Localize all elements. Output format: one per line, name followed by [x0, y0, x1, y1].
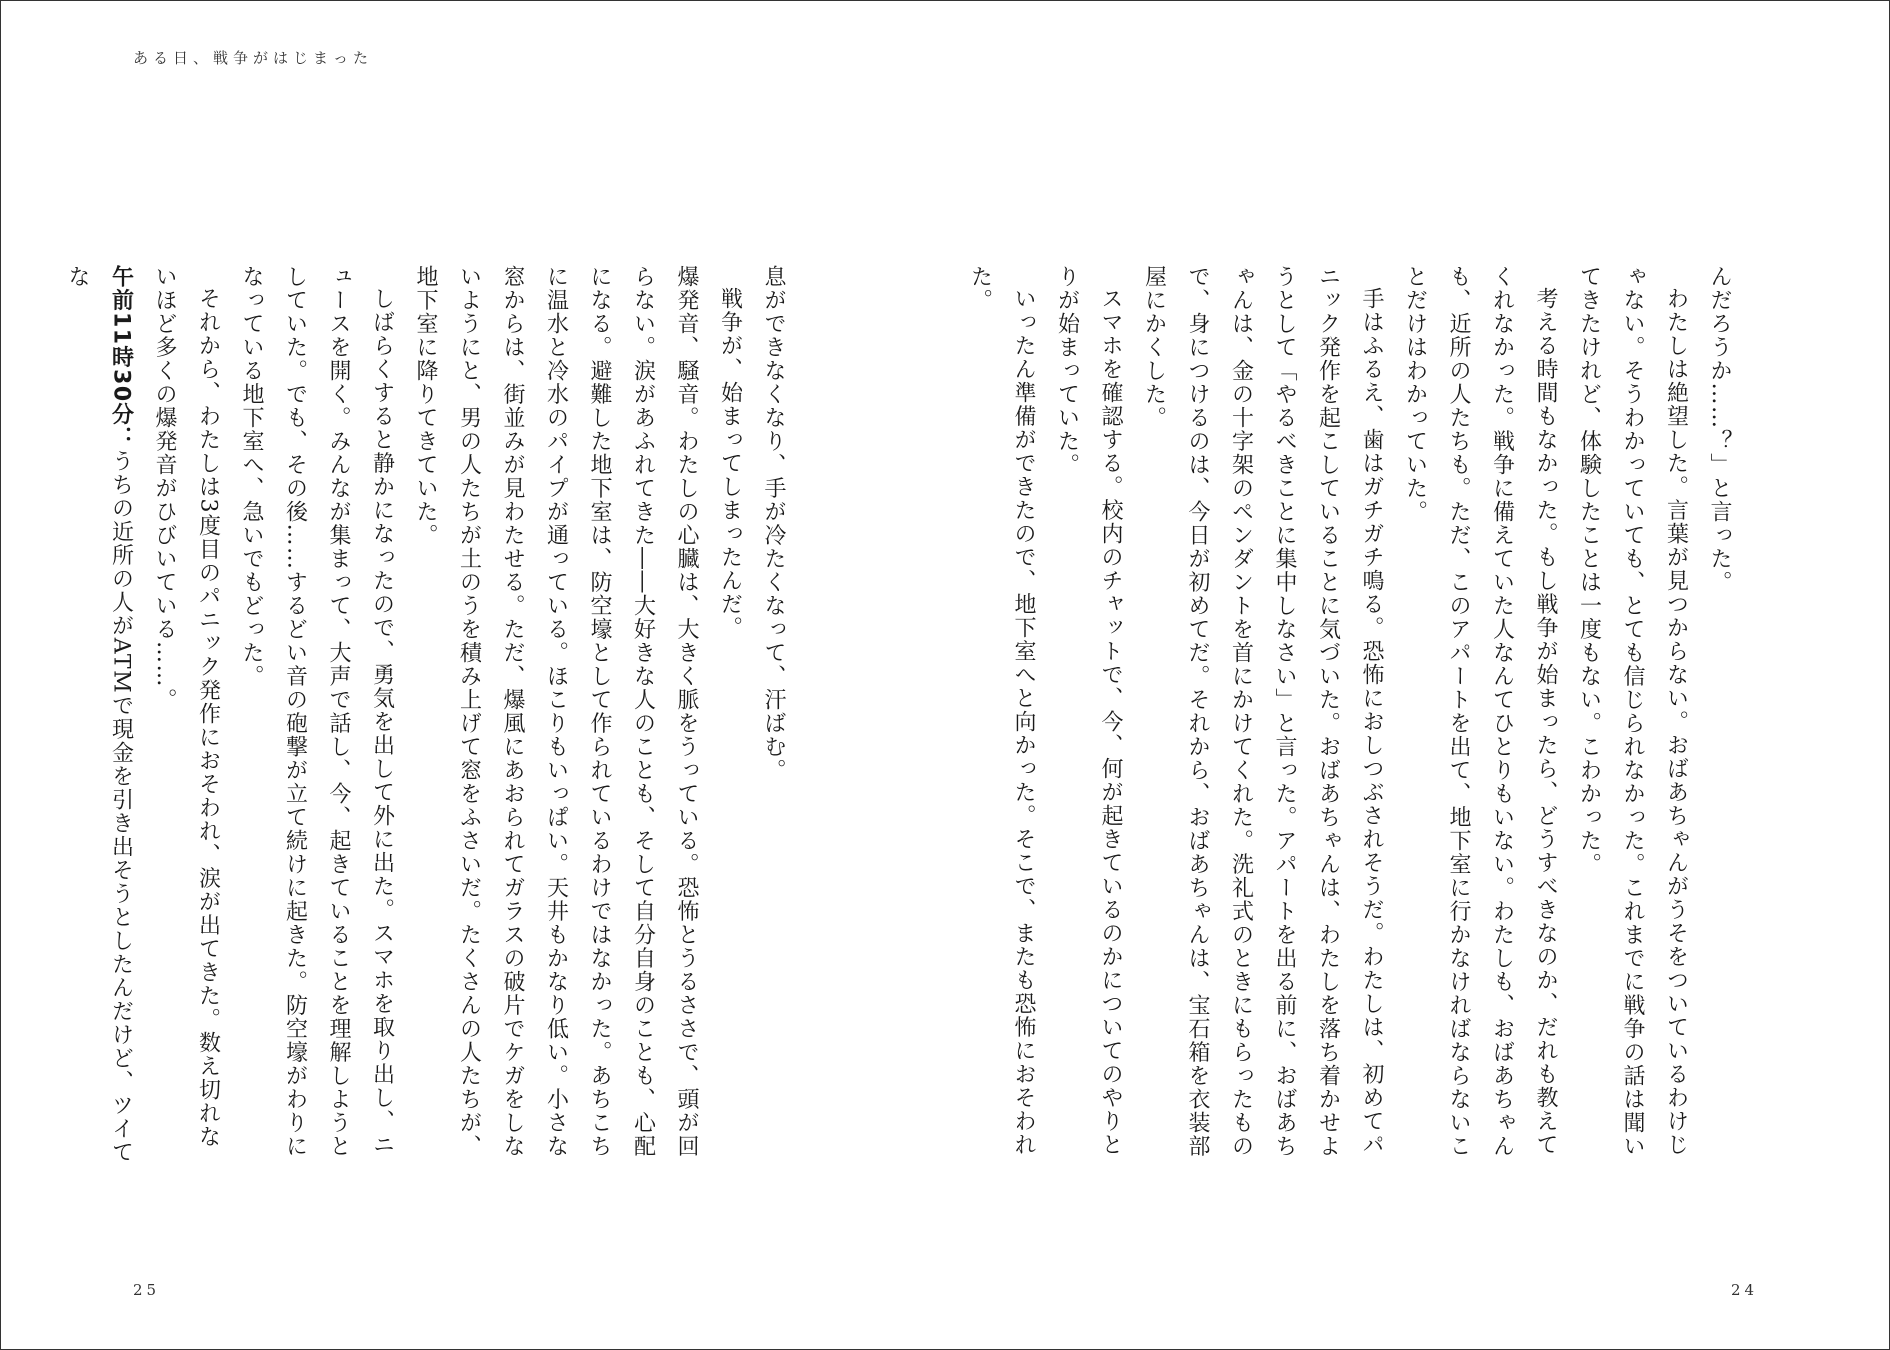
- page-25-text: [65, 265, 795, 1165]
- running-head: ある日、戦争がはじまった: [133, 49, 374, 67]
- page-24-text: [967, 265, 1741, 1165]
- paragraph: 考える時間もなかった。もし戦争が始まったら、どうすべきなのか、だれも教えてくれなかった。戦争に備えていた人なんてひとりもいない。わたしも、おばあちゃんも、近所の人たちも。ただ、このアパートを出て、地下室に行かなければならないことだけはわかっていた。: [1402, 265, 1558, 1158]
- paragraph: 手はふるえ、歯はガチガチ鳴る。恐怖におしつぶされそうだ。わたしは、初めてパニック発作を起こしていることに気づいた。おばあちゃんは、わたしを落ち着かせようとして「やるべきことに集中しなさい」と言った。アパートを出る前に、おばあちゃんは、金の十字架のペンダントを首にかけてくれた。洗礼式のときにもらったもので、身につけるのは、今日が初めてだ。それから、おばあちゃんは、宝石箱を衣装部屋にかくした。: [1141, 265, 1384, 1158]
- page-number-left: 25: [133, 1281, 161, 1299]
- paragraph: 爆発音、騒音。わたしの心臓は、大きく脈をうっている。恐怖とうるささで、頭が回らない。涙があふれてきた――大好きな人のことも、そして自分自身のことも、心配になる。避難した地下室は、防空壕として作られているわけではなかった。あちこちに温水と冷水のパイプが通っている。ほこりもいっぱい。天井もかなり低い。小さな窓からは、街並みが見わたせる。ただ、爆風にあおられてガラスの破片でケガをしないようにと、男の人たちが土のうを積み上げて窓をふさいだ。たくさんの人たちが、地下室に降りてきていた。: [413, 265, 699, 1158]
- diary-entry: [56, 265, 143, 1165]
- paragraph: んだろうか……？」と言った。: [1707, 265, 1732, 594]
- page-number-right: 24: [1731, 1281, 1759, 1299]
- paragraph: わたしは絶望した。言葉が見つからない。おばあちゃんがうそをついているわけじゃない。そうわかっていても、とても信じられなかった。これまでに戦争の話は聞いてきたけれど、体験したことは一度もない。こわかった。: [1576, 265, 1689, 1158]
- paragraph: いったん準備ができたので、地下室へと向かった。そこで、またも恐怖におそわれた。: [967, 265, 1036, 1157]
- paragraph: しばらくすると静かになったので、勇気を出して外に出た。スマホを取り出し、ニュースを開く。みんなが集まって、大声で話し、今、起きていることを理解しようとしていた。でも、その後……するどい音の砲撃が立て続けに起きた。防空壕がわりになっている地下室へ、急いでもどった。: [239, 265, 395, 1158]
- paragraph: スマホを確認する。校内のチャットで、今、何が起きているのかについてのやりとりが始まっていた。: [1054, 265, 1123, 1157]
- entry-text: うちの近所の人がATMで現金を引き出そうとしたんだけど、ツイてな: [65, 265, 134, 1165]
- paragraph: それから、わたしは3度目のパニック発作におそわれ、涙が出てきた。数え切れないほど多くの爆発音がひびいている……。: [152, 265, 221, 1149]
- paragraph: 息ができなくなり、手が冷たくなって、汗ばむ。: [761, 265, 786, 782]
- paragraph: 戦争が、始まってしまったんだ。: [717, 287, 743, 640]
- entry-time-label: 午前11時30分：: [108, 265, 134, 450]
